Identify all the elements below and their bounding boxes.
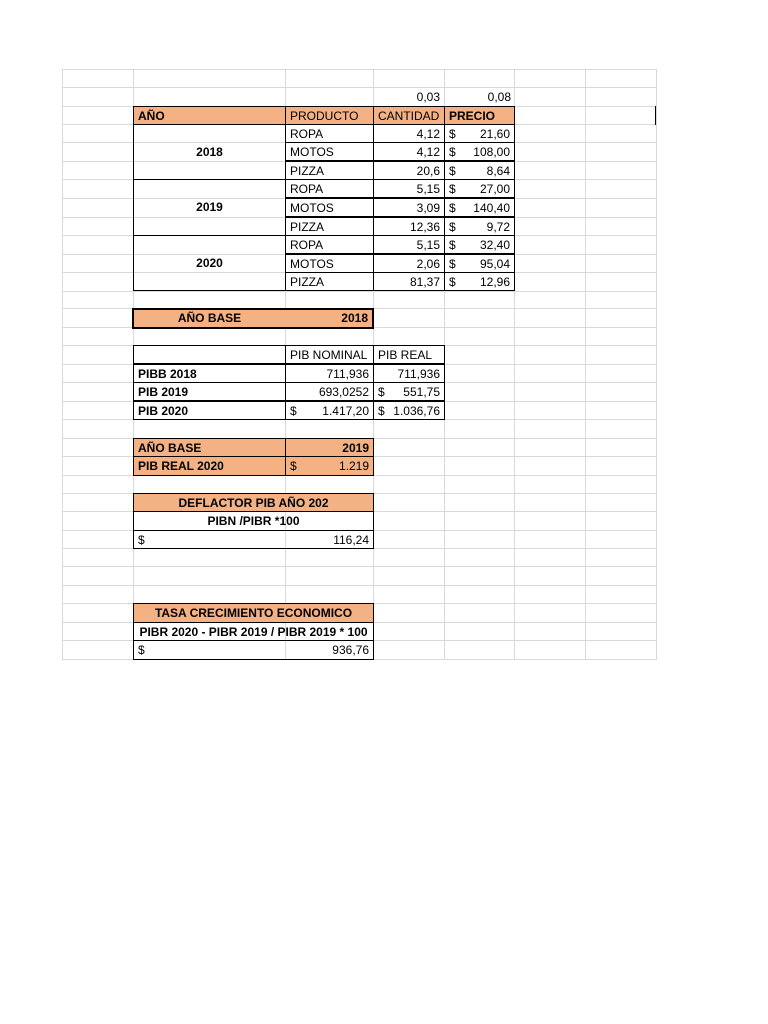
tasa-title[interactable]: TASA CRECIMIENTO ECONOMICO [133,603,374,623]
product-cell[interactable]: ROPA [285,179,374,198]
pib-real-value: 551,75 [403,385,440,399]
pib-nominal-value: 711,936 [326,367,369,381]
pib-real-value: 711,936 [397,367,440,381]
precio-value: 95,04 [479,257,510,271]
currency-symbol: $ [449,238,456,252]
precio-value: 9,72 [486,220,510,234]
currency-symbol: $ [449,145,456,159]
gridline [62,69,657,70]
weight-cantidad[interactable]: 0,03 [416,90,440,104]
deflactor-result-cell[interactable] [133,530,374,549]
cantidad-cell[interactable]: 4,12 [373,142,445,161]
header-anio[interactable]: AÑO [133,106,286,125]
header-pib-real[interactable]: PIB REAL [373,345,445,364]
product-cell[interactable]: PIZZA [285,272,374,291]
currency-symbol: $ [449,182,456,196]
precio-value: 12,96 [479,275,510,289]
pib-real-2020-cell[interactable] [285,456,374,476]
precio-value: 27,00 [479,182,510,196]
pib-nominal-cell[interactable] [285,382,374,401]
anio-base-2-value[interactable]: 2019 [285,438,374,457]
precio-cell[interactable] [444,142,515,161]
pib-real-2020-value: 1.219 [338,459,369,473]
currency-symbol: $ [449,275,456,289]
deflactor-title[interactable]: DEFLACTOR PIB AÑO 202 [133,493,374,512]
currency-symbol: $ [449,164,456,178]
weight-precio[interactable]: 0,08 [487,90,511,104]
pib-real-cell[interactable] [373,364,445,383]
precio-value: 21,60 [479,127,510,141]
cantidad-cell[interactable]: 3,09 [373,198,445,217]
header-cantidad[interactable]: CANTIDAD [373,106,445,125]
tasa-result-cell[interactable] [133,640,374,660]
product-cell[interactable]: ROPA [285,124,374,143]
precio-cell[interactable] [444,235,515,254]
cantidad-cell[interactable]: 5,15 [373,179,445,198]
precio-value: 140,40 [473,201,510,215]
precio-value: 108,00 [473,145,510,159]
cantidad-cell[interactable]: 81,37 [373,272,445,291]
year-cell-2020[interactable]: 2020 [133,235,286,291]
precio-cell[interactable] [444,217,515,236]
gridline [62,585,657,586]
pib-real-2020-label[interactable]: PIB REAL 2020 [133,456,286,476]
anio-base-label[interactable]: AÑO BASE [177,311,242,325]
precio-value: 32,40 [479,238,510,252]
currency-symbol: $ [138,643,145,657]
pib-nominal-cell[interactable] [285,364,374,383]
product-cell[interactable]: ROPA [285,235,374,254]
gridline [62,291,657,292]
pib-real-cell[interactable] [373,401,445,420]
gridline [62,566,657,567]
pib-nominal-value: 1.417,20 [322,404,369,418]
currency-symbol: $ [449,127,456,141]
cantidad-cell[interactable]: 12,36 [373,217,445,236]
product-cell[interactable]: MOTOS [285,254,374,273]
product-cell[interactable]: MOTOS [285,142,374,161]
pib-nominal-cell[interactable] [285,401,374,420]
currency-symbol: $ [449,257,456,271]
tasa-formula[interactable]: PIBR 2020 - PIBR 2019 / PIBR 2019 * 100 [133,622,374,641]
product-cell[interactable]: MOTOS [285,198,374,217]
pib-real-value: 1.036,76 [393,404,440,418]
currency-symbol: $ [378,404,385,418]
precio-cell[interactable] [444,254,515,273]
header-producto[interactable]: PRODUCTO [285,106,374,125]
precio-value: 8,64 [486,164,510,178]
pib-row-label[interactable]: PIB 2020 [133,401,286,420]
anio-base-2-label[interactable]: AÑO BASE [133,438,286,457]
deflactor-value: 116,24 [333,533,369,547]
cantidad-cell[interactable]: 2,06 [373,254,445,273]
pib-nominal-value: 693,0252 [318,385,369,399]
precio-cell[interactable] [444,272,515,291]
tasa-value: 936,76 [332,643,369,657]
gridline [62,87,657,88]
header-pib-nominal[interactable]: PIB NOMINAL [285,345,374,364]
currency-symbol: $ [290,404,297,418]
product-cell[interactable]: PIZZA [285,217,374,236]
cantidad-cell[interactable]: 20,6 [373,161,445,180]
pib-table-corner [133,345,286,364]
cantidad-cell[interactable]: 5,15 [373,235,445,254]
cell-cursor [655,106,656,125]
year-cell-2018[interactable]: 2018 [133,124,286,180]
pib-row-label[interactable]: PIBB 2018 [133,364,286,383]
currency-symbol: $ [378,385,385,399]
currency-symbol: $ [138,533,145,547]
precio-cell[interactable] [444,179,515,198]
precio-cell[interactable] [444,161,515,180]
currency-symbol: $ [290,459,297,473]
year-cell-2019[interactable]: 2019 [133,179,286,236]
deflactor-formula[interactable]: PIBN /PIBR *100 [133,511,374,531]
precio-cell[interactable] [444,198,515,217]
anio-base-value[interactable]: 2018 [341,311,368,325]
product-cell[interactable]: PIZZA [285,161,374,180]
header-precio[interactable]: PRECIO [444,106,515,125]
pib-real-cell[interactable] [373,382,445,401]
currency-symbol: $ [449,220,456,234]
cantidad-cell[interactable]: 4,12 [373,124,445,143]
precio-cell[interactable] [444,124,515,143]
pib-row-label[interactable]: PIB 2019 [133,382,286,401]
currency-symbol: $ [449,201,456,215]
